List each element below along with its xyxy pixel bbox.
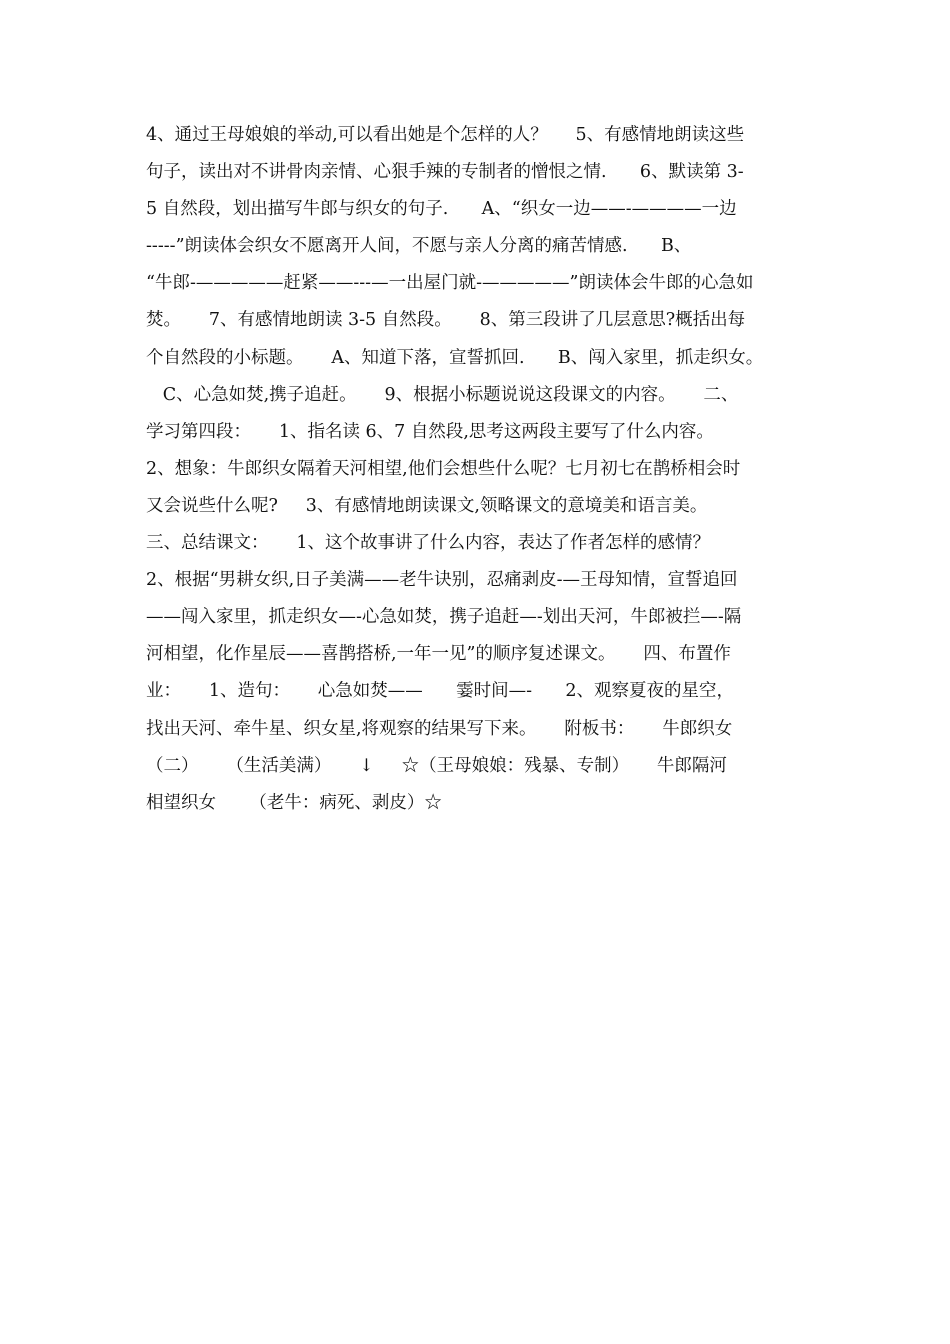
text-line: 河相望，化作星辰——喜鹊搭桥,一年一见”的顺序复述课文。 四、布置作: [146, 644, 731, 665]
text-line: 学习第四段： 1、指名读 6、7 自然段,思考这两段主要写了什么内容。: [146, 421, 714, 442]
text-line: 相望织女 （老牛：病死、剥皮）☆: [146, 792, 442, 813]
text-line: 焚。 7、有感情地朗读 3-5 自然段。 8、第三段讲了几层意思?概括出每: [146, 310, 746, 331]
text-line: （二） （生活美满） ↓ ☆（王母娘娘：残暴、专制） 牛郎隔河: [146, 755, 727, 776]
text-line: 句子，读出对不讲骨肉亲情、心狠手辣的专制者的憎恨之情. 6、默读第 3-: [146, 162, 744, 183]
text-line: 业： 1、造句： 心急如焚—— 霎时间—- 2、观察夏夜的星空，: [146, 681, 735, 702]
text-line: 又会说些什么呢? 3、有感情地朗读课文,领略课文的意境美和语言美。: [146, 495, 708, 516]
text-line: 5 自然段，划出描写牛郎与织女的句子. A、“织女一边——-————一边: [146, 199, 737, 220]
text-line: 4、通过王母娘娘的举动,可以看出她是个怎样的人？ 5、有感情地朗读这些: [146, 125, 745, 145]
text-line: ——闯入家里，抓走织女—-心急如焚，携子追赶—-划出天河，牛郎被拦—-隔: [146, 607, 742, 628]
text-line: 2、根据“男耕女织,日子美满——老牛诀别，忍痛剥皮-—王母知情，宣誓追回: [146, 570, 738, 591]
text-line: 找出天河、牵牛星、织女星,将观察的结果写下来。 附板书： 牛郎织女: [146, 718, 733, 739]
text-line: 三、总结课文： 1、这个故事讲了什么内容，表达了作者怎样的感情？: [146, 533, 710, 554]
text-line: 个自然段的小标题。 A、知道下落，宣誓抓回. B、闯入家里，抓走织女。: [146, 347, 764, 368]
text-line: “牛郎-—————赶紧——---—一出屋门就-—————”朗读体会牛郎的心急如: [146, 273, 754, 294]
text-line: 2、想象：牛郎织女隔着天河相望,他们会想些什么呢？七月初七在鹊桥相会时: [146, 458, 741, 479]
lesson-plan-text: [146, 117, 814, 822]
text-line: C、心急如焚,携子追赶。 9、根据小标题说说这段课文的内容。 二、: [146, 384, 739, 405]
text-line: -----”朗读体会织女不愿离开人间，不愿与亲人分离的痛苦情感. B、: [146, 236, 692, 257]
